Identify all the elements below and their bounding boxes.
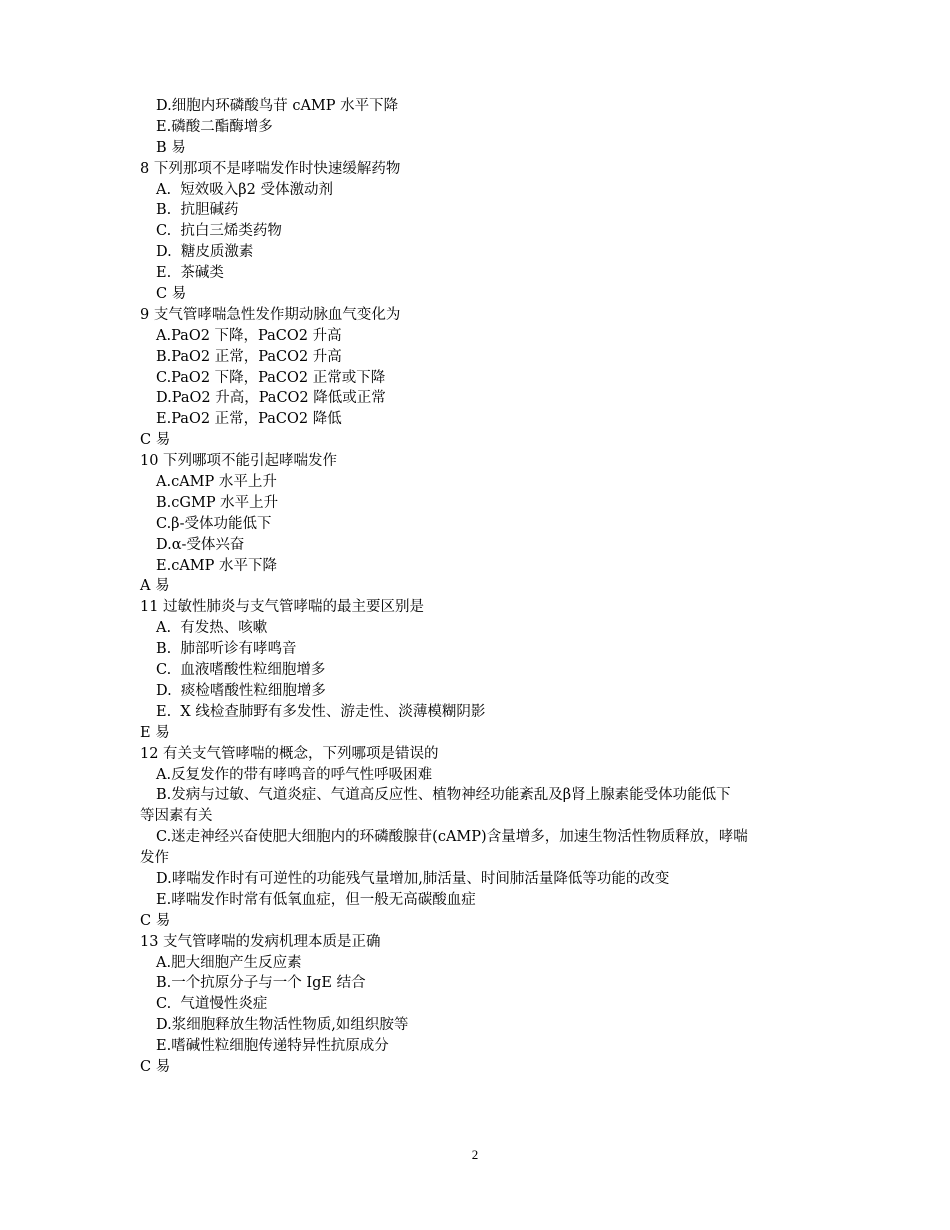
text-line: B 易 — [156, 139, 186, 156]
text-line: D. 痰检嗜酸性粒细胞增多 — [156, 682, 326, 699]
document-body — [140, 96, 830, 1078]
text-line: C 易 — [140, 432, 171, 449]
text-line: E.PaO2 正常，PaCO2 降低 — [156, 411, 342, 428]
text-line: E. X 线检查肺野有多发性、游走性、淡薄模糊阴影 — [156, 703, 486, 720]
text-line: C. 血液嗜酸性粒细胞增多 — [156, 662, 326, 679]
text-line: E. 茶碱类 — [156, 265, 224, 282]
text-line: C 易 — [140, 912, 171, 929]
text-line: D.哮喘发作时有可逆性的功能残气量增加,肺活量、时间肺活量降低等功能的改变 — [156, 870, 670, 887]
text-line: C.迷走神经兴奋使肥大细胞内的环磷酸腺苷(cAMP)含量增多，加速生物活性物质释放，哮喘 — [156, 829, 748, 846]
text-line: C.PaO2 下降，PaCO2 正常或下降 — [156, 369, 386, 386]
text-line: 11 过敏性肺炎与支气管哮喘的最主要区别是 — [140, 599, 425, 616]
text-line: C. 气道慢性炎症 — [156, 996, 268, 1013]
text-line: B.PaO2 正常，PaCO2 升高 — [156, 348, 342, 365]
text-line: B. 肺部听诊有哮鸣音 — [156, 641, 297, 658]
text-line: 13 支气管哮喘的发病机理本质是正确 — [140, 933, 381, 950]
text-line: C 易 — [140, 1058, 171, 1075]
text-line: A. 短效吸入β2 受体激动剂 — [156, 181, 334, 198]
text-line: 9 支气管哮喘急性发作期动脉血气变化为 — [140, 306, 401, 323]
text-line: A.PaO2 下降，PaCO2 升高 — [156, 327, 342, 344]
text-line: A.肥大细胞产生反应素 — [156, 954, 302, 971]
text-line: A.cAMP 水平上升 — [156, 474, 277, 491]
text-line: B. 抗胆碱药 — [156, 202, 239, 219]
text-line: A.反复发作的带有哮鸣音的呼气性呼吸困难 — [156, 766, 433, 783]
text-line: E.磷酸二酯酶增多 — [156, 118, 273, 135]
text-line: E.嗜碱性粒细胞传递特异性抗原成分 — [156, 1038, 389, 1055]
text-line: E 易 — [140, 724, 170, 741]
text-line: C 易 — [156, 286, 187, 303]
text-line: A. 有发热、咳嗽 — [156, 620, 268, 637]
text-line: C. 抗白三烯类药物 — [156, 223, 282, 240]
text-line: A 易 — [140, 578, 170, 595]
text-line: E.哮喘发作时常有低氧血症，但一般无高碳酸血症 — [156, 891, 476, 908]
text-line: D.α-受体兴奋 — [156, 536, 245, 553]
text-line: C.β-受体功能低下 — [156, 515, 272, 532]
text-line: E.cAMP 水平下降 — [156, 557, 277, 574]
text-line: D.浆细胞释放生物活性物质,如组织胺等 — [156, 1017, 409, 1034]
text-line: 10 下列哪项不能引起哮喘发作 — [140, 453, 338, 470]
text-line: B.cGMP 水平上升 — [156, 494, 279, 511]
page-number: 2 — [471, 1147, 479, 1162]
text-line: 等因素有关 — [140, 808, 213, 825]
text-line: B.一个抗原分子与一个 IgE 结合 — [156, 975, 366, 992]
text-line: B.发病与过敏、气道炎症、气道高反应性、植物神经功能紊乱及β肾上腺素能受体功能低下 — [156, 787, 731, 804]
text-line: 发作 — [140, 850, 169, 867]
text-line: 12 有关支气管哮喘的概念，下列哪项是错误的 — [140, 745, 439, 762]
text-line: D.细胞内环磷酸鸟苷 cAMP 水平下降 — [156, 98, 399, 114]
text-line: D.PaO2 升高，PaCO2 降低或正常 — [156, 390, 386, 407]
text-line: D. 糖皮质激素 — [156, 244, 254, 261]
text-line: 8 下列那项不是哮喘发作时快速缓解药物 — [140, 160, 401, 177]
